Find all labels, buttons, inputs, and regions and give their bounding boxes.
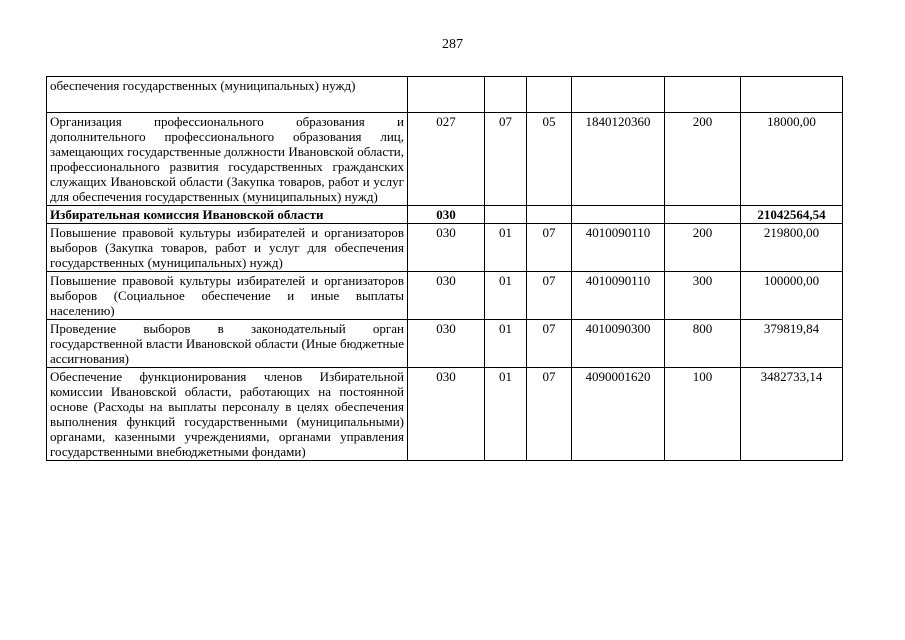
table-row: [47, 272, 843, 320]
cell-rz: 01: [485, 272, 527, 320]
cell-rz: 01: [485, 320, 527, 368]
cell-sum: 18000,00: [741, 113, 843, 206]
cell-name: обеспечения государственных (муниципальных) нужд): [47, 77, 408, 113]
cell-vr: 200: [665, 224, 741, 272]
cell-sum: 219800,00: [741, 224, 843, 272]
cell-pr: 07: [527, 320, 572, 368]
cell-sum: 379819,84: [741, 320, 843, 368]
cell-ved: 030: [408, 206, 485, 224]
cell-csr: 4010090300: [572, 320, 665, 368]
cell-rz: [485, 77, 527, 113]
cell-rz: 01: [485, 224, 527, 272]
cell-sum: 3482733,14: [741, 368, 843, 461]
cell-name: Организация профессионального образования и дополнительного профессионального образования лиц, замещающих государственные должности Ивановской области, профессионального развития государственных гражданских служащих Ивановской области (Закупка товаров, работ и услуг для обеспечения государственных (муниципальных) нужд): [47, 113, 408, 206]
cell-pr: 07: [527, 272, 572, 320]
cell-rz: [485, 206, 527, 224]
table-row: [47, 113, 843, 206]
table-row: [47, 320, 843, 368]
cell-pr: [527, 77, 572, 113]
cell-vr: 800: [665, 320, 741, 368]
cell-csr: 1840120360: [572, 113, 665, 206]
cell-sum: [741, 77, 843, 113]
cell-csr: 4010090110: [572, 272, 665, 320]
table-body: [47, 77, 843, 461]
cell-name: Обеспечение функционирования членов Избирательной комиссии Ивановской области, работающих на постоянной основе (Расходы на выплаты персоналу в целях обеспечения выполнения функций государственными (муниципальными) органами, казенными учреждениями, органами управления государственными внебюджетными фондами): [47, 368, 408, 461]
cell-pr: 07: [527, 224, 572, 272]
cell-ved: 027: [408, 113, 485, 206]
table-row: [47, 224, 843, 272]
budget-table: [46, 76, 843, 461]
cell-rz: 01: [485, 368, 527, 461]
cell-vr: 300: [665, 272, 741, 320]
table-row: [47, 77, 843, 113]
cell-ved: 030: [408, 272, 485, 320]
cell-sum: 21042564,54: [741, 206, 843, 224]
cell-csr: 4090001620: [572, 368, 665, 461]
cell-name: Избирательная комиссия Ивановской области: [47, 206, 408, 224]
cell-name: Проведение выборов в законодательный орган государственной власти Ивановской области (Иные бюджетные ассигнования): [47, 320, 408, 368]
cell-ved: 030: [408, 368, 485, 461]
cell-sum: 100000,00: [741, 272, 843, 320]
cell-pr: 07: [527, 368, 572, 461]
cell-pr: [527, 206, 572, 224]
cell-vr: 100: [665, 368, 741, 461]
cell-csr: [572, 206, 665, 224]
cell-ved: [408, 77, 485, 113]
cell-vr: [665, 77, 741, 113]
cell-csr: 4010090110: [572, 224, 665, 272]
table-row: [47, 206, 843, 224]
cell-ved: 030: [408, 320, 485, 368]
cell-vr: [665, 206, 741, 224]
cell-vr: 200: [665, 113, 741, 206]
cell-rz: 07: [485, 113, 527, 206]
cell-csr: [572, 77, 665, 113]
table-row: [47, 368, 843, 461]
page-number: 287: [442, 37, 463, 52]
cell-ved: 030: [408, 224, 485, 272]
cell-pr: 05: [527, 113, 572, 206]
cell-name: Повышение правовой культуры избирателей и организаторов выборов (Социальное обеспечение и иные выплаты населению): [47, 272, 408, 320]
cell-name: Повышение правовой культуры избирателей и организаторов выборов (Закупка товаров, работ и услуг для обеспечения государственных (муниципальных) нужд): [47, 224, 408, 272]
